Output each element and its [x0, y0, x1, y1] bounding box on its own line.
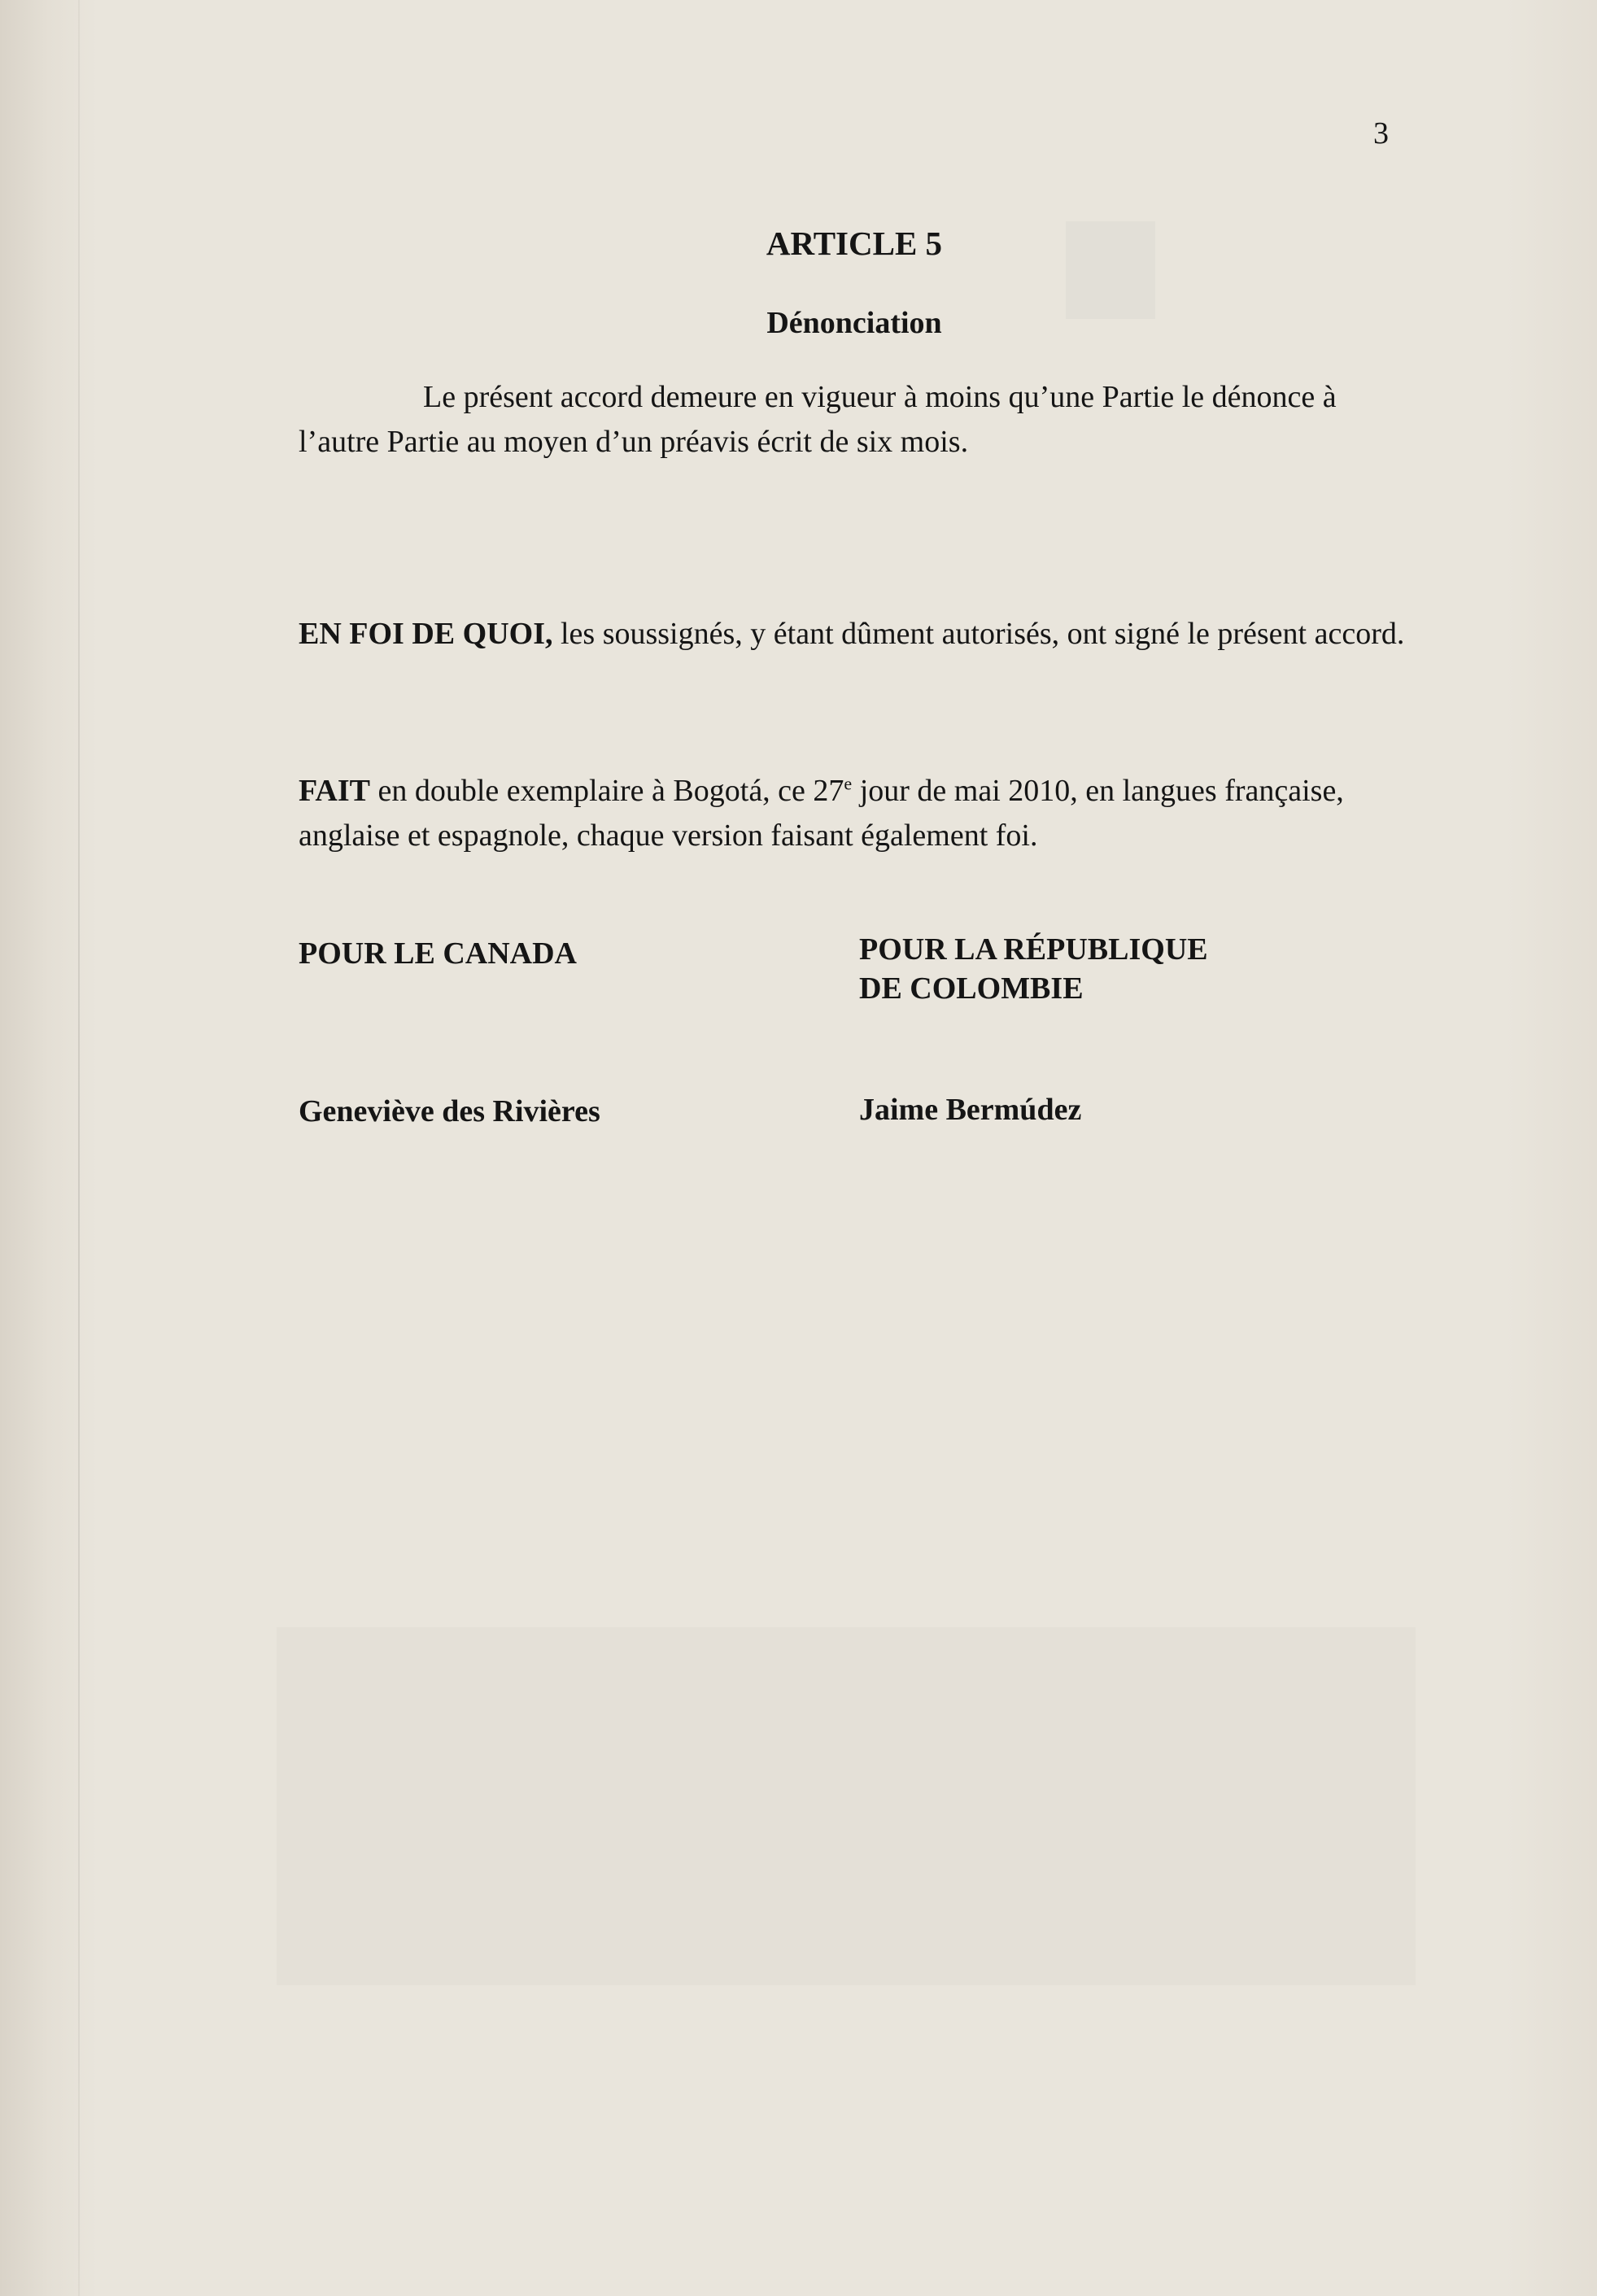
signer-colombia: Jaime Bermúdez [859, 1093, 1082, 1127]
ordinal-superscript: e [844, 773, 853, 794]
party-colombia-line1: POUR LA RÉPUBLIQUE [859, 932, 1208, 967]
done-clause [299, 769, 1405, 858]
done-text-before: en double exemplaire à Bogotá, ce 27 [369, 774, 844, 808]
page-number: 3 [1373, 116, 1389, 151]
done-lead: FAIT [299, 774, 370, 808]
done-text-after: jour de mai 2010, en langues française, anglaise et espagnole, chaque version faisant également foi. [299, 774, 1344, 853]
party-canada: POUR LE CANADA [299, 936, 577, 971]
article-title: ARTICLE 5 [766, 225, 943, 262]
show-through-reverse-page [277, 1627, 1416, 1985]
witness-lead: EN FOI DE QUOI, [299, 617, 553, 651]
witness-text: les soussignés, y étant dûment autorisés, ont signé le présent accord. [552, 617, 1405, 651]
witness-clause [299, 612, 1405, 657]
party-colombia-line2: DE COLOMBIE [859, 971, 1084, 1006]
page-fold-shadow [78, 0, 80, 2296]
article-body-paragraph: Le présent accord demeure en vigueur à moins qu’une Partie le dénonce à l’autre Partie au moyen d’un préavis écrit de six mois. [299, 380, 1337, 459]
section-heading: Dénonciation [766, 306, 942, 340]
party-colombia [859, 930, 1315, 1008]
signer-canada: Geneviève des Rivières [299, 1094, 600, 1128]
